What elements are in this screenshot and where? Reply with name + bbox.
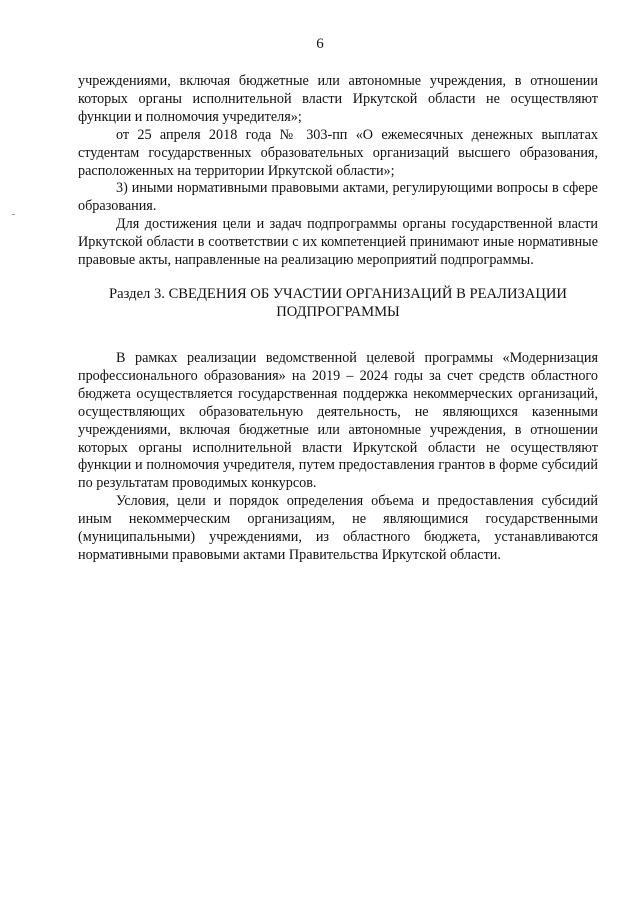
margin-mark: [12, 214, 15, 215]
paragraph-subsidy-conditions: Условия, цели и порядок определения объема и предоставления субсидий иным некоммерческим организациям, не являющимися государственными (муниципальными) учреждениями, из областного бюджета, устанавливаются нормативными правовыми актами Правительства Иркутской области.: [78, 493, 598, 563]
paragraph-program-support: В рамках реализации ведомственной целевой программы «Модернизация профессионального образования» на 2019 – 2024 годы за счет средств областного бюджета осуществляется государственная поддержка некоммерческих организаций, осуществляющих образовательную деятельность, не являющихся казенными учреждениями, включая бюджетные или автономные учреждения, в отношении которых органы исполнительной власти Иркутской области не осуществляют функции и полномочия учредителя, путем предоставления грантов в форме субсидий по результатам проводимых конкурсов.: [78, 349, 598, 492]
page-number: 6: [316, 36, 324, 52]
paragraph-other-acts: 3) иными нормативными правовыми актами, регулирующими вопросы в сфере образования.: [78, 180, 598, 215]
paragraph-resolution: от 25 апреля 2018 года № 303-пп «О ежемесячных денежных выплатах студентам государственных образовательных организаций высшего образования, расположенных на территории Иркутской области»;: [78, 126, 598, 179]
section-heading: Раздел 3. СВЕДЕНИЯ ОБ УЧАСТИИ ОРГАНИЗАЦИЙ В РЕАЛИЗАЦИИ ПОДПРОГРАММЫ: [109, 285, 567, 320]
document-body: [78, 73, 598, 565]
paragraph-goals: Для достижения цели и задач подпрограммы органы государственной власти Иркутской области в соответствии с их компетенцией принимают иные нормативные правовые акты, направленные на реализацию мероприятий подпрограммы.: [78, 216, 598, 269]
paragraph-continuation: учреждениями, включая бюджетные или автономные учреждения, в отношении которых органы исполнительной власти Иркутской области не осуществляют функции и полномочия учредителя»;: [78, 73, 598, 125]
